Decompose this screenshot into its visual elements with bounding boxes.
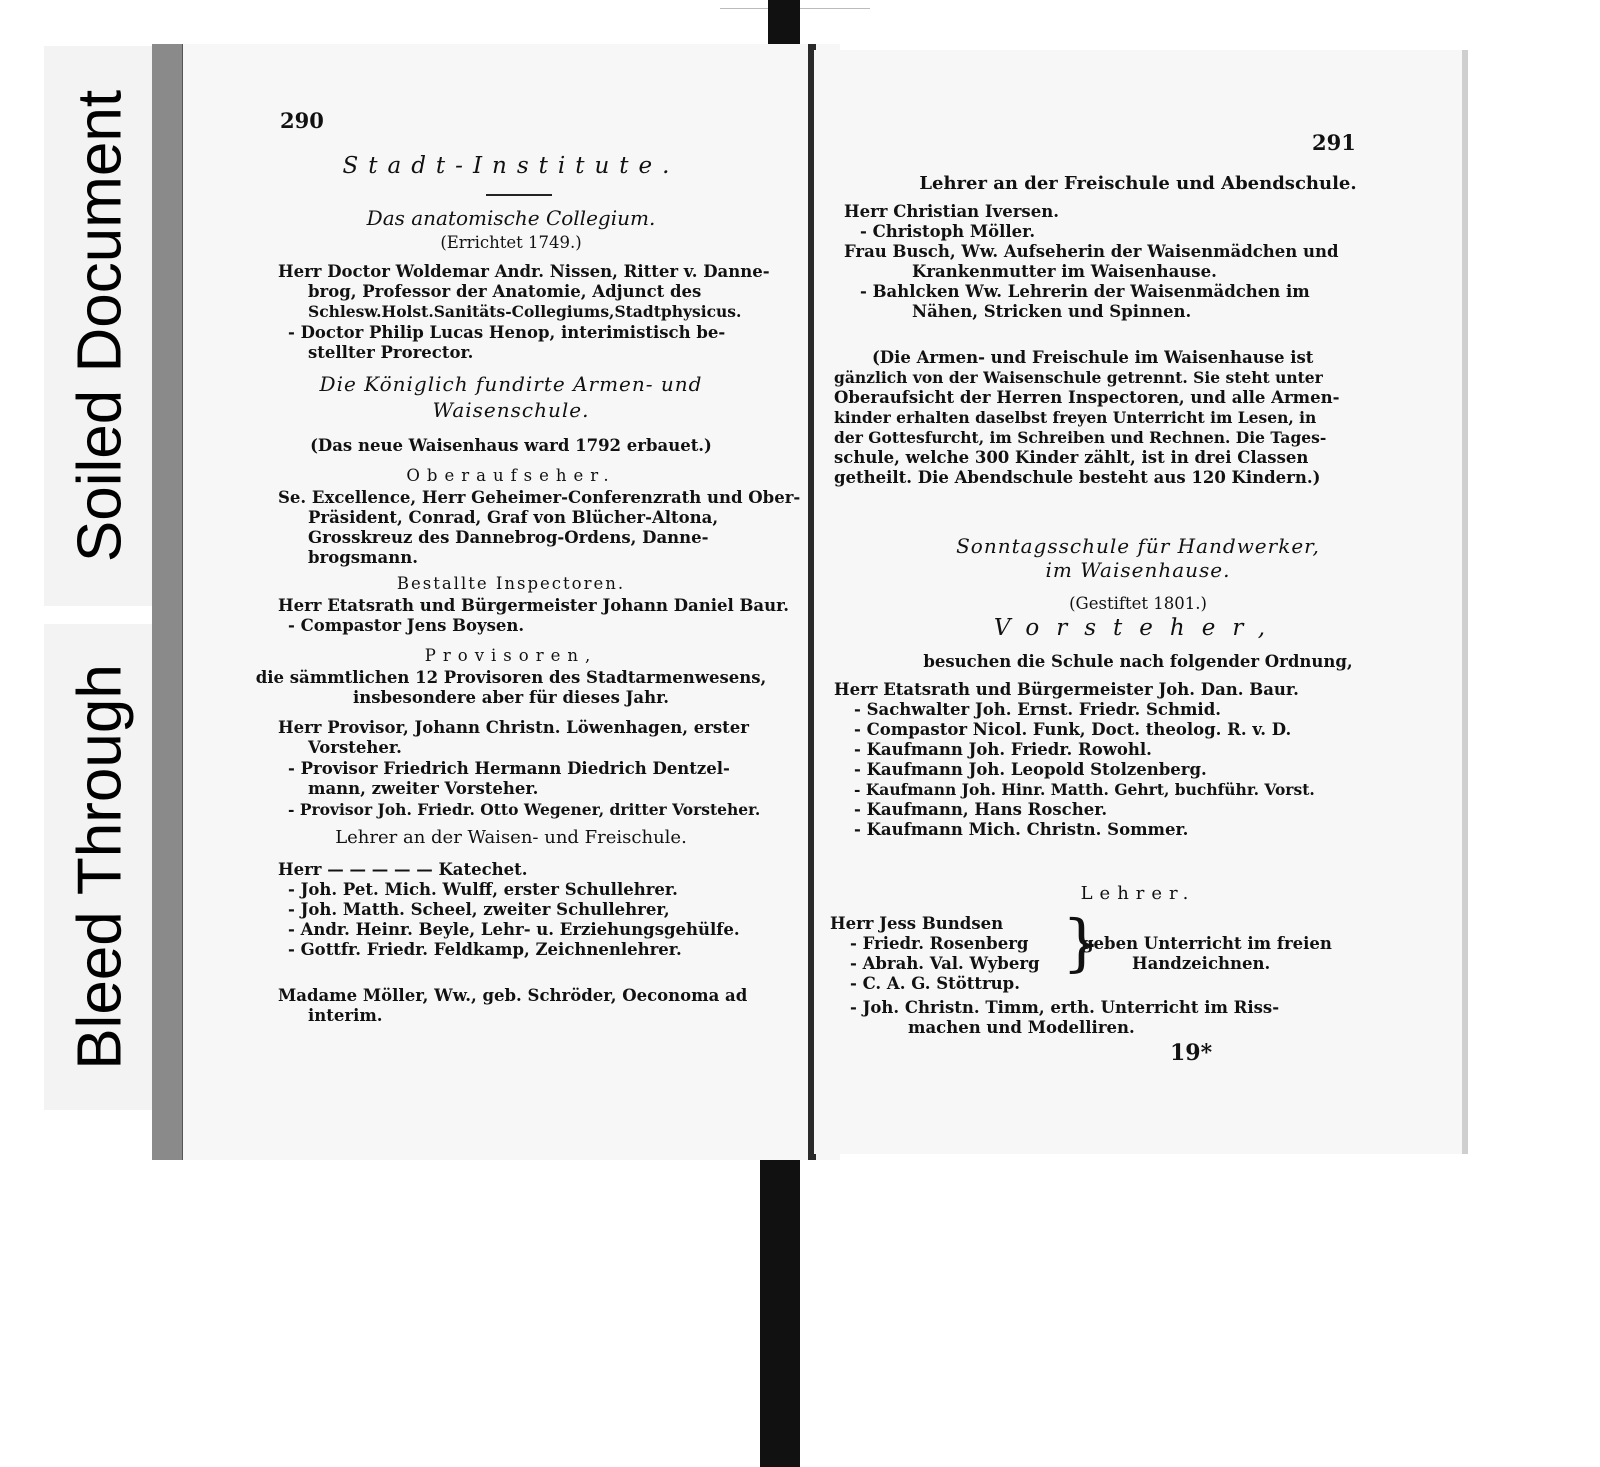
text-line: machen und Modelliren. xyxy=(908,1018,1135,1037)
role-heading: Lehrer an der Freischule und Abendschule. xyxy=(919,173,1357,194)
soiled-document-tag xyxy=(44,46,156,606)
text-line: - Gottfr. Friedr. Feldkamp, Zeichnenlehrer. xyxy=(288,940,682,959)
text-line: - C. A. G. Stöttrup. xyxy=(850,974,1020,993)
text-line: - Joh. Christn. Timm, erth. Unterricht im Riss- xyxy=(850,998,1280,1017)
subsection-title: Waisenschule. xyxy=(432,398,590,422)
text-line: - Joh. Matth. Scheel, zweiter Schullehrer, xyxy=(288,900,670,919)
text-line: - Compastor Nicol. Funk, Doct. theolog. R. v. D. xyxy=(854,720,1292,739)
text-line: Se. Excellence, Herr Geheimer-Conferenzrath und Ober- xyxy=(278,488,801,507)
text-line: Krankenmutter im Waisenhause. xyxy=(912,262,1217,281)
text-line: Schlesw.Holst.Sanitäts-Collegiums,Stadtphysicus. xyxy=(308,302,742,321)
right-page xyxy=(814,50,1468,1154)
section-heading: Stadt-Institute. xyxy=(342,153,680,179)
soiled-document-label: Soiled Document xyxy=(65,89,135,563)
role-heading: Oberaufseher. xyxy=(406,466,616,485)
text-line: - Kaufmann Joh. Hinr. Matth. Gehrt, buchführ. Vorst. xyxy=(854,780,1315,799)
left-page xyxy=(152,44,840,1160)
role-heading: Lehrer an der Waisen- und Freischule. xyxy=(335,827,687,848)
role-heading: Vorsteher, xyxy=(993,615,1283,641)
text-line: - Joh. Pet. Mich. Wulff, erster Schullehrer. xyxy=(288,880,678,899)
heading-rule xyxy=(486,194,552,196)
grouping-brace: } xyxy=(1062,906,1102,979)
bleed-through-label: Bleed Through xyxy=(65,664,135,1070)
text-line: - Kaufmann, Hans Roscher. xyxy=(854,800,1108,819)
role-heading: Lehrer. xyxy=(1080,883,1196,904)
text-line: brogsmann. xyxy=(308,548,418,567)
founding-date: (Errichtet 1749.) xyxy=(440,233,582,252)
text-line: getheilt. Die Abendschule besteht aus 120 Kindern.) xyxy=(834,468,1321,487)
text-line: - Compastor Jens Boysen. xyxy=(288,616,525,635)
text-line: Nähen, Stricken und Spinnen. xyxy=(912,302,1192,321)
text-line: - Sachwalter Joh. Ernst. Friedr. Schmid. xyxy=(854,700,1221,719)
text-line: schule, welche 300 Kinder zählt, ist in drei Classen xyxy=(834,448,1309,467)
text-line: - Bahlcken Ww. Lehrerin der Waisenmädchen im xyxy=(860,282,1310,301)
text-line: (Die Armen- und Freischule im Waisenhause ist xyxy=(872,348,1314,367)
text-line: - Kaufmann Joh. Friedr. Rowohl. xyxy=(854,740,1152,759)
role-heading: Provisoren, xyxy=(424,646,598,665)
text-line: stellter Prorector. xyxy=(308,343,474,362)
text-line: - Provisor Joh. Friedr. Otto Wegener, dritter Vorsteher. xyxy=(288,800,761,819)
text-line: Herr Etatsrath und Bürgermeister Joh. Dan. Baur. xyxy=(834,680,1299,699)
page-number: 290 xyxy=(280,108,324,133)
bleed-through-tag xyxy=(44,624,156,1110)
founding-date: (Gestiftet 1801.) xyxy=(1069,594,1207,613)
text-line: - Kaufmann Joh. Leopold Stolzenberg. xyxy=(854,760,1207,779)
text-line: brog, Professor der Anatomie, Adjunct des xyxy=(308,282,702,301)
text-line: interim. xyxy=(308,1006,383,1025)
text-line: Frau Busch, Ww. Aufseherin der Waisenmädchen und xyxy=(844,242,1339,261)
subsection-title: Das anatomische Collegium. xyxy=(366,206,656,230)
text-line: - Andr. Heinr. Beyle, Lehr- u. Erziehungsgehülfe. xyxy=(288,920,740,939)
text-line: - Abrah. Val. Wyberg xyxy=(850,954,1040,973)
text-line: - Doctor Philip Lucas Henop, interimistisch be- xyxy=(288,323,726,342)
text-line: Handzeichnen. xyxy=(1132,954,1271,973)
page-number: 291 xyxy=(1312,130,1356,155)
text-line: Vorsteher. xyxy=(308,738,402,757)
text-line: Oberaufsicht der Herren Inspectoren, und alle Armen- xyxy=(834,388,1340,407)
role-heading: Bestallte Inspectoren. xyxy=(396,574,626,593)
signature-mark: 19* xyxy=(1170,1040,1213,1066)
text-line: mann, zweiter Vorsteher. xyxy=(308,779,539,798)
text-line: Herr Jess Bundsen xyxy=(830,914,1004,933)
subsection-title: Die Königlich fundirte Armen- und xyxy=(319,372,703,396)
text-line: geben Unterricht im freien xyxy=(1082,934,1332,953)
text-line: - Provisor Friedrich Hermann Diedrich Dentzel- xyxy=(288,759,730,778)
text-line: Herr Etatsrath und Bürgermeister Johann Daniel Baur. xyxy=(278,596,790,615)
text-line: - Christoph Möller. xyxy=(860,222,1036,241)
text-line: insbesondere aber für dieses Jahr. xyxy=(352,688,670,707)
text-line: Herr — — — — — Katechet. xyxy=(278,860,528,879)
text-line: Präsident, Conrad, Graf von Blücher-Altona, xyxy=(308,508,719,527)
note-line: (Das neue Waisenhaus ward 1792 erbauet.) xyxy=(310,436,712,455)
text-line: Grosskreuz des Dannebrog-Ordens, Danne- xyxy=(308,528,709,547)
text-line: kinder erhalten daselbst freyen Unterricht im Lesen, in xyxy=(834,408,1317,427)
text-line: - Kaufmann Mich. Christn. Sommer. xyxy=(854,820,1189,839)
text-line: die sämmtlichen 12 Provisoren des Stadtarmenwesens, xyxy=(255,668,767,687)
text-line: Madame Möller, Ww., geb. Schröder, Oeconoma ad xyxy=(278,986,748,1005)
text-line: - Friedr. Rosenberg xyxy=(850,934,1029,953)
text-line: Herr Provisor, Johann Christn. Löwenhagen, erster xyxy=(278,718,749,737)
text-line: der Gottesfurcht, im Schreiben und Rechnen. Die Tages- xyxy=(834,428,1327,447)
subsection-title: Sonntagsschule für Handwerker, xyxy=(956,534,1320,558)
binding-strip-bottom xyxy=(760,1150,800,1467)
text-line: besuchen die Schule nach folgender Ordnung, xyxy=(923,652,1353,671)
text-line: Herr Christian Iversen. xyxy=(844,202,1059,221)
subsection-title: im Waisenhause. xyxy=(1045,558,1231,582)
text-line: Herr Doctor Woldemar Andr. Nissen, Ritter v. Danne- xyxy=(278,262,770,281)
text-line: gänzlich von der Waisenschule getrennt. Sie steht unter xyxy=(834,368,1323,387)
